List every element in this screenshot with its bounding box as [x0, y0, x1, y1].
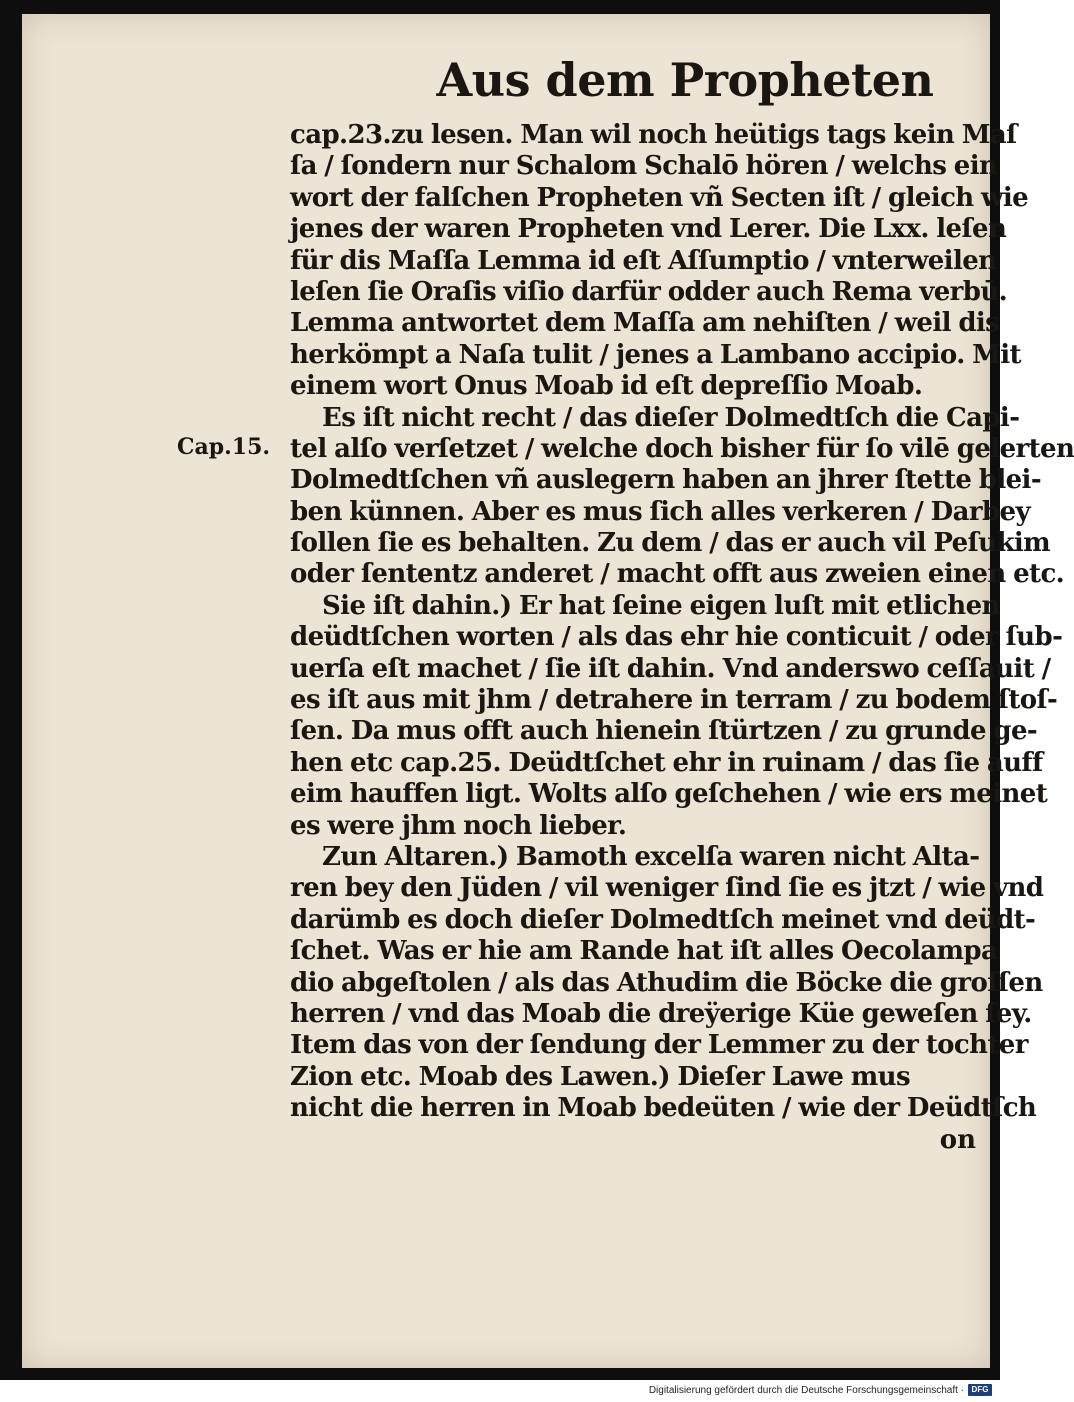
text-line: darümb es doch dieſer Dolmedtſch meinet vnd deüdt-: [290, 904, 1036, 935]
text-line: Es iſt nicht recht / das dieſer Dolmedtſch die Capi-: [322, 402, 1020, 433]
text-line: nicht die herren in Moab bedeüten / wie der Deüdtſch: [290, 1093, 1037, 1124]
text-line: deüdtſchen worten / als das ehr hie conticuit / oder ſub-: [290, 622, 1063, 653]
text-line: dio abgeſtolen / als das Athudim die Böcke die groſſen: [290, 967, 1043, 998]
text-line: eim hauffen ligt. Wolts alſo geſchehen / wie ers meinet: [290, 779, 1048, 810]
text-line: herren / vnd das Moab die dreÿerige Küe geweſen ſey.: [290, 998, 1032, 1029]
text-line: Item das von der ſendung der Lemmer zu der tochter: [290, 1030, 1028, 1061]
text-line: Zun Altaren.) Bamoth excelſa waren nicht Alta-: [322, 841, 980, 872]
marginal-note: Cap.15.: [177, 434, 271, 460]
text-line: ſa / ſondern nur Schalom Schalō hören / welchs ein: [290, 151, 998, 182]
text-line: herkömpt a Naſa tulit / jenes a Lambano accipio. Mit: [290, 339, 1021, 370]
footer-credit: Digitalisierung gefördert durch die Deutsche Forschungsgemeinschaft ·: [648, 1385, 964, 1396]
text-line: cap.23.zu lesen. Man wil noch heütigs tags kein Maſ: [290, 120, 1017, 150]
text-line: ſen. Da mus offt auch hienein ſtürtzen / zu grunde ge-: [290, 716, 1038, 747]
text-line: Lemma antwortet dem Maſſa am nehiſten / weil dis: [290, 308, 1000, 339]
text-line: uerſa eſt machet / ſie iſt dahin. Vnd anderswo ceſſauit /: [290, 653, 1051, 684]
text-line: Sie iſt dahin.) Er hat ſeine eigen luſt mit etlichen: [322, 590, 1000, 621]
text-line: ſollen ſie es behalten. Zu dem / das er auch vil Peſukim: [290, 528, 1051, 559]
dfg-logo: DFG: [968, 1384, 992, 1396]
book-page: [22, 14, 1074, 1368]
text-line: für dis Maſſa Lemma id eſt Aſſumptio / vnterweilen: [290, 245, 997, 276]
text-line: es were jhm noch lieber.: [290, 810, 627, 841]
body-text: [290, 120, 1074, 1125]
text-line: ren bey den Jüden / vil weniger ſind ſie es jtzt / wie vnd: [290, 873, 1044, 904]
text-line: hen etc cap.25. Deüdtſchet ehr in ruinam / das ſie auff: [290, 747, 1043, 778]
text-line: es iſt aus mit jhm / detrahere in terram / zu bodem ſtoſ-: [290, 685, 1058, 716]
text-line: ben künnen. Aber es mus ſich alles verkeren / Darbey: [290, 496, 1030, 527]
catchword: on: [939, 1124, 976, 1155]
text-line: oder ſententz anderet / macht offt aus zweien einen etc.: [290, 559, 1065, 590]
text-line: Zion etc. Moab des Lawen.) Dieſer Lawe mus: [290, 1061, 911, 1092]
text-line: leſen ſie Oraſis viſio darfür odder auch Rema verbū.: [290, 276, 1008, 307]
text-line: ſchet. Was er hie am Rande hat iſt alles Oecolampa: [290, 936, 998, 967]
text-line: einem wort Onus Moab id eſt depreſſio Moab.: [290, 371, 923, 402]
running-head: Aus dem Propheten: [436, 53, 934, 107]
text-line: wort der falſchen Propheten vñ Secten iſt / gleich wie: [290, 182, 1029, 213]
footer-bar: [0, 1380, 1000, 1402]
text-line: Dolmedtſchen vñ auslegern haben an jhrer ſtette blei-: [290, 465, 1042, 496]
text-line: tel alſo verſetzet / welche doch bisher für ſo vilē gelerten: [290, 433, 1074, 464]
text-line: jenes der waren Propheten vnd Lerer. Die Lxx. leſen: [290, 214, 1007, 245]
text-block: [290, 52, 1074, 1156]
